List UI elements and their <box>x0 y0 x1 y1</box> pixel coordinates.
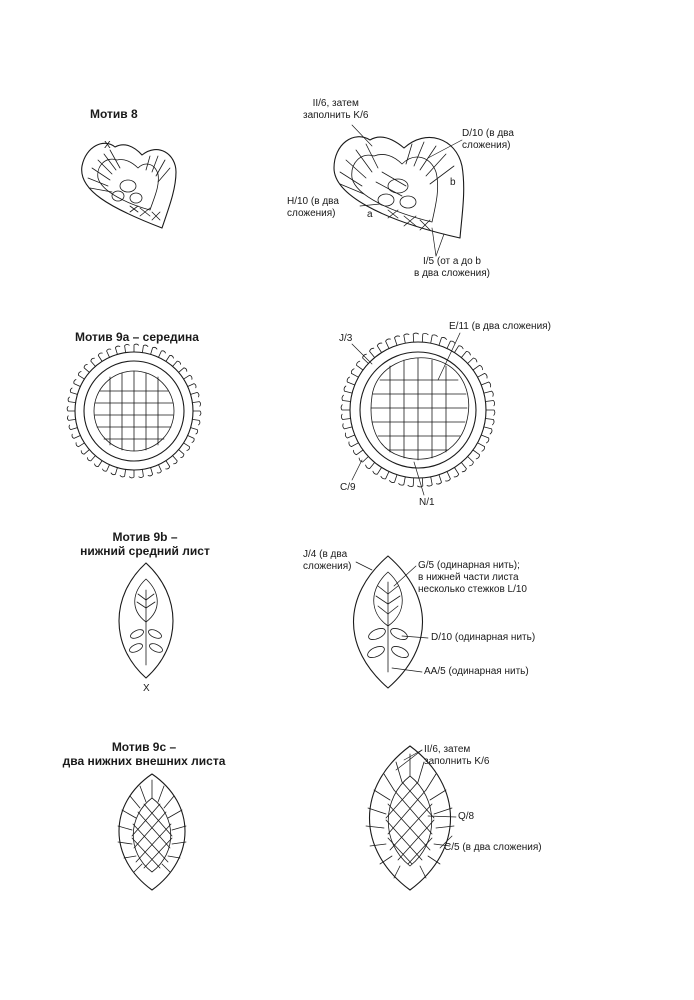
motif-9a-circle-right <box>341 333 495 495</box>
loop-stitch <box>344 386 352 393</box>
loop-stitch <box>342 395 351 401</box>
motif-9c-leaf-left <box>118 774 186 890</box>
loop-stitch <box>484 391 493 396</box>
loop-stitch <box>484 427 492 434</box>
loop-stitch <box>69 425 77 430</box>
motif-8-label-top: II/6, затем заполнить K/6 <box>303 98 369 121</box>
loop-stitch <box>343 424 352 429</box>
loop-stitch <box>68 397 76 403</box>
loop-stitch <box>390 475 398 483</box>
loop-stitch <box>427 477 432 486</box>
loop-stitch <box>357 361 364 370</box>
loop-stitch <box>373 467 382 474</box>
loop-stitch <box>142 345 148 353</box>
loop-stitch <box>436 475 441 484</box>
loop-stitch <box>103 465 110 471</box>
loop-stitch <box>192 402 200 407</box>
loop-stitch <box>381 472 389 479</box>
loop-stitch <box>473 450 480 459</box>
motif-9c-title: Мотив 9c – два нижних внешних листа <box>62 740 226 768</box>
loop-stitch <box>184 443 190 451</box>
loop-stitch <box>359 457 368 463</box>
motif-9c-leaf-right <box>366 746 456 890</box>
loop-stitch <box>173 456 178 464</box>
loop-stitch <box>179 368 187 373</box>
loop-stitch <box>347 377 355 385</box>
loop-stitch <box>481 382 490 387</box>
loop-stitch <box>408 478 414 487</box>
motif-9b-title: Мотив 9b – нижний средний лист <box>80 530 210 558</box>
loop-stitch <box>486 401 495 406</box>
motif-9b-label-d: D/10 (одинарная нить) <box>431 632 536 643</box>
loop-stitch <box>107 349 111 357</box>
loop-stitch <box>193 411 201 416</box>
loop-stitch <box>353 450 363 455</box>
motif-8-label-a: a <box>367 209 373 220</box>
loop-stitch <box>481 435 489 443</box>
loop-stitch <box>404 334 409 343</box>
loop-stitch <box>125 344 130 352</box>
loop-stitch <box>192 419 200 425</box>
loop-stitch <box>395 336 400 345</box>
loop-stitch <box>386 339 391 349</box>
loop-stitch <box>78 372 84 380</box>
motif-9a-label-n: N/1 <box>419 497 435 508</box>
loop-stitch <box>377 343 382 353</box>
loop-stitch <box>166 461 170 469</box>
motif-9c-label-ii: II/6, затем заполнить K/6 <box>424 744 490 767</box>
loop-stitch <box>129 470 134 478</box>
motif-8-label-d: D/10 (в два сложения) <box>462 128 514 151</box>
loop-stitch <box>345 433 354 438</box>
loop-stitch <box>446 472 451 482</box>
loop-stitch <box>134 344 139 352</box>
loop-stitch <box>74 380 80 387</box>
loop-stitch <box>486 410 495 415</box>
loop-stitch <box>111 468 117 475</box>
loop-stitch <box>159 351 166 357</box>
motif-8-heart-leaf-left <box>82 143 176 228</box>
motif-9b-x-mark: X <box>143 683 150 694</box>
loop-stitch <box>72 434 80 438</box>
loop-stitch <box>473 365 483 370</box>
loop-stitch <box>188 384 196 388</box>
loop-stitch <box>399 477 406 485</box>
loop-stitch <box>184 375 192 379</box>
loop-stitch <box>188 436 194 443</box>
motif-9a-circle-left <box>67 344 201 478</box>
loop-stitch <box>366 462 375 468</box>
loop-stitch <box>439 337 447 345</box>
loop-stitch <box>173 361 181 366</box>
loop-stitch <box>76 443 84 447</box>
loop-stitch <box>468 457 474 466</box>
loop-stitch <box>478 373 488 378</box>
motif-8-label-i: I/5 (от a до b в два сложения) <box>414 256 490 279</box>
loop-stitch <box>413 333 418 342</box>
loop-stitch <box>341 405 350 410</box>
loop-stitch <box>486 419 495 425</box>
motif-9a-label-j: J/3 <box>339 333 353 344</box>
loop-stitch <box>478 443 485 451</box>
loop-stitch <box>139 469 144 477</box>
loop-stitch <box>454 467 459 477</box>
loop-stitch <box>120 469 126 477</box>
motif-9a-label-c: C/9 <box>340 482 356 493</box>
motif-9a-title: Мотив 9a – середина <box>75 330 199 344</box>
motif-9b-leaf-right <box>354 556 429 688</box>
loop-stitch <box>70 388 77 394</box>
motif-9b-label-g: G/5 (одинарная нить); в нижней части листа несколько стежков L/10 <box>418 560 527 595</box>
loop-stitch <box>341 414 350 419</box>
loop-stitch <box>91 358 96 366</box>
loop-stitch <box>461 462 466 471</box>
motif-8-title: Мотив 8 <box>90 107 138 121</box>
loop-stitch <box>454 346 463 353</box>
loop-stitch <box>98 353 102 361</box>
motif-9a-label-e: E/11 (в два сложения) <box>449 321 551 332</box>
loop-stitch <box>370 348 375 357</box>
loop-stitch <box>431 335 438 343</box>
motif-8-label-b: b <box>450 177 456 188</box>
loop-stitch <box>84 364 89 372</box>
motif-8-x-mark: X <box>104 140 111 151</box>
loop-stitch <box>191 392 199 397</box>
motif-9b-label-j: J/4 (в два сложения) <box>303 549 352 572</box>
loop-stitch <box>468 358 477 364</box>
loop-stitch <box>81 450 89 455</box>
loop-stitch <box>157 465 161 473</box>
loop-stitch <box>67 416 75 421</box>
motif-9c-label-c: C/5 (в два сложения) <box>444 842 542 853</box>
loop-stitch <box>351 369 358 377</box>
loop-stitch <box>151 347 157 354</box>
loop-stitch <box>67 406 75 411</box>
loop-stitch <box>115 346 120 354</box>
loop-stitch <box>87 456 95 461</box>
loop-stitch <box>166 355 174 361</box>
loop-stitch <box>95 461 103 467</box>
loop-stitch <box>447 341 455 348</box>
motif-9c-label-q: Q/8 <box>458 811 475 822</box>
loop-stitch <box>461 351 470 357</box>
motif-8-label-h: H/10 (в два сложения) <box>287 196 339 219</box>
motif-9b-label-aa: AA/5 (одинарная нить) <box>424 666 529 677</box>
loop-stitch <box>191 428 198 434</box>
motif-8-heart-leaf-right <box>334 125 464 256</box>
loop-stitch <box>349 442 359 447</box>
loop-stitch <box>422 333 428 342</box>
motif-9b-leaf-left <box>119 563 173 678</box>
loop-stitch <box>179 450 184 458</box>
loop-stitch <box>148 468 153 476</box>
